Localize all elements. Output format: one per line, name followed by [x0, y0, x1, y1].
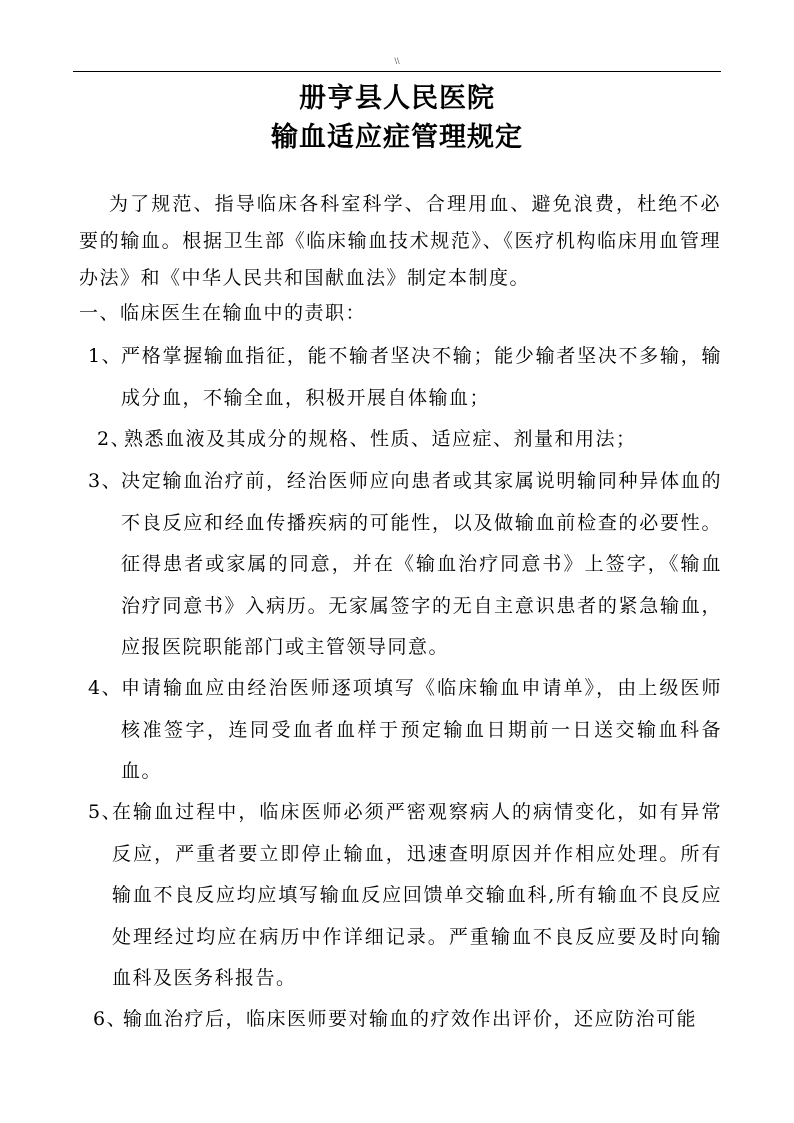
item-number: 5、	[88, 801, 123, 823]
document-title: 输血适应症管理规定	[271, 122, 523, 153]
item-number: 6、	[93, 1008, 128, 1030]
item-number: 4、	[88, 677, 123, 699]
intro-paragraph: 为了规范、指导临床各科室科学、合理用血、避免浪费，杜绝不必要的输血。根据卫生部《临床输血技术规范》、《医疗机构临床用血管理办法》和《中华人民共和国献血法》制定本制度。	[79, 193, 721, 289]
item-number: 1、	[88, 345, 123, 367]
section-heading: 一、临床医生在输血中的责职：	[79, 302, 367, 324]
list-item	[88, 668, 722, 793]
list-item	[88, 461, 722, 669]
list-item	[88, 336, 722, 419]
item-text: 严格掌握输血指征，能不输者坚决不输；能少输者坚决不多输，输成分血，不输全血，积极开展自体输血；	[121, 345, 722, 409]
list-item	[88, 792, 722, 1000]
header-mark: \\	[394, 56, 400, 66]
header-rule	[73, 71, 721, 72]
item-number: 2、	[97, 428, 132, 450]
item-text: 申请输血应由经治医师逐项填写《临床输血申请单》，由上级医师核准签字，连同受血者血样于预定输血日期前一日送交输血科备血。	[121, 677, 722, 782]
item-text: 输血治疗后，临床医师要对输血的疗效作出评价，还应防治可能	[123, 1008, 698, 1030]
item-text: 在输血过程中，临床医师必须严密观察病人的病情变化，如有异常反应，严重者要立即停止输血，迅速查明原因并作相应处理。所有输血不良反应均应填写输血反应回馈单交输血科,所有输血不良反应处理经过均应在病历中作详细记录。严重输血不良反应要及时向输血科及医务科报告。	[112, 801, 722, 989]
list-item	[93, 999, 722, 1041]
item-text: 熟悉血液及其成分的规格、性质、适应症、剂量和用法；	[124, 428, 637, 450]
item-text: 决定输血治疗前，经治医师应向患者或其家属说明输同种异体血的不良反应和经血传播疾病的可能性，以及做输血前检查的必要性。征得患者或家属的同意，并在《输血治疗同意书》上签字，《输血治疗同意书》入病历。无家属签字的无自主意识患者的紧急输血，应报医院职能部门或主管领导同意。	[121, 470, 722, 658]
hospital-title: 册亨县人民医院	[299, 83, 495, 114]
list-item	[97, 419, 722, 461]
item-number: 3、	[88, 470, 123, 492]
